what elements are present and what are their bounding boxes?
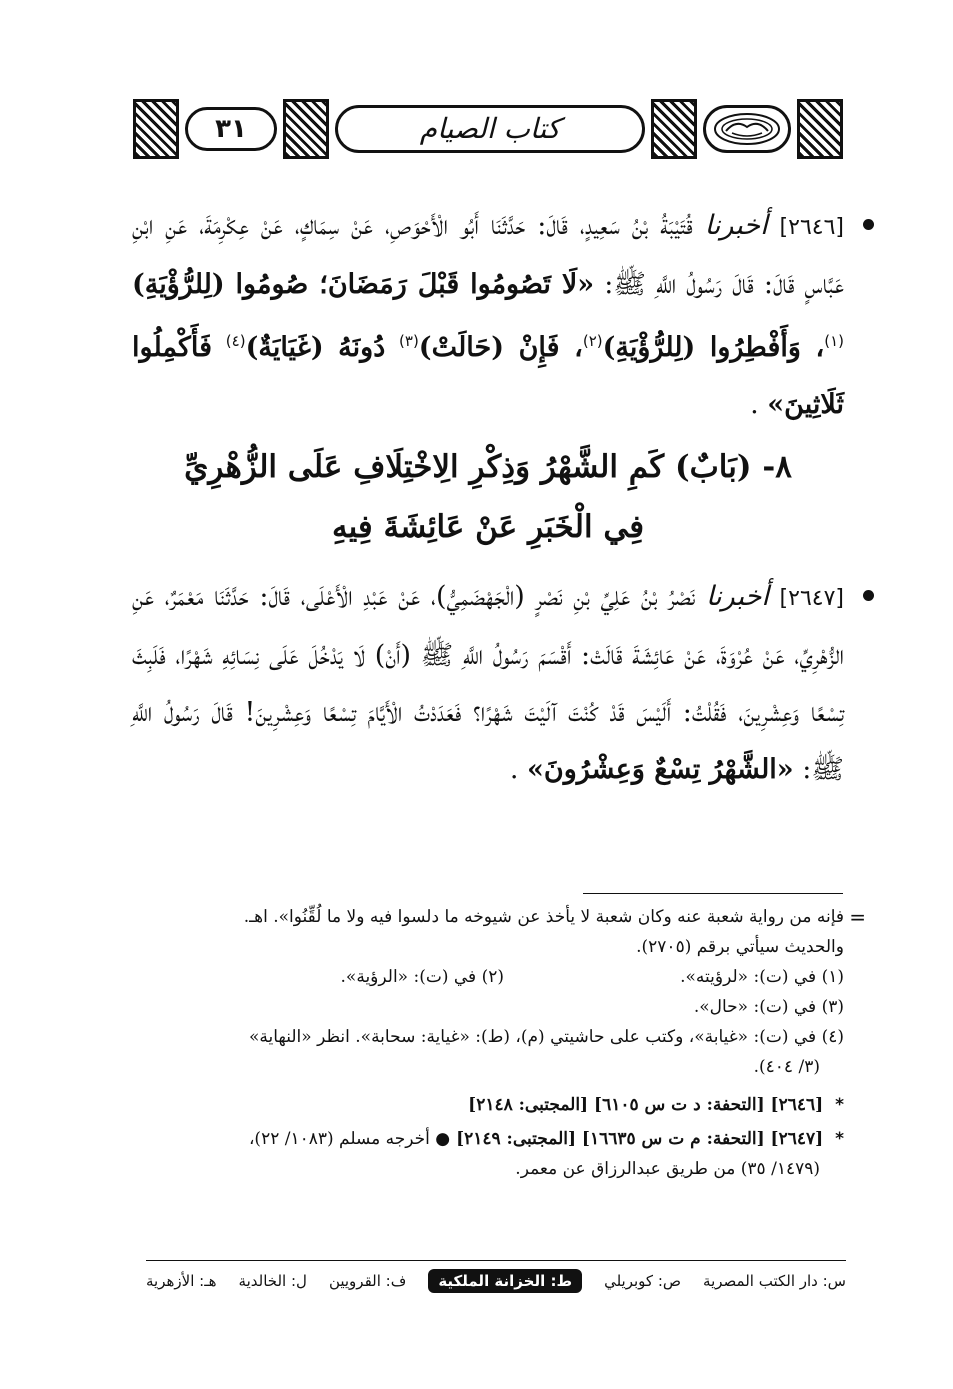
hadith-number: [٢٦٤٧] — [779, 586, 844, 611]
reference-2647-text: [٢٦٤٧] [التحفة: م ت س ١٦٦٣٥] [المجتبى: ٢١٤٩] — [456, 1129, 824, 1149]
reference-2647 — [132, 1124, 844, 1154]
footnote-continued-line2: والحديث سيأتي برقم (٢٧٠٥). — [636, 937, 844, 957]
footnote-continued-line1: فإنه من رواية شعبة عنه وكان شعبة لا يأخذ عن شيوخه ما دلسوا فيه ولا ما لُقِّنُوا». اهـ. — [243, 907, 844, 927]
bullet-icon — [863, 219, 874, 230]
ornament-right — [797, 99, 843, 159]
legend-item-l: ل: الخالدية — [238, 1272, 307, 1290]
hadith-2647 — [132, 568, 844, 798]
matn-quote-e: فَأَكْمِلُوا ثَلَاثِينَ» — [132, 332, 844, 420]
footnotes — [132, 902, 866, 1184]
footnote-ref-1[interactable]: (١) — [824, 332, 844, 350]
reference-2646-text: [٢٦٤٦] [التحفة: د ت س ٦١٠٥] [المجتبى: ٢١٤٨] — [468, 1095, 824, 1115]
page-number: ٣١ — [185, 107, 277, 151]
chapter-heading-line1: ٨- (بَابٌ) كَمِ الشَّهْرُ وَذِكْرِ الِاخْتِلَافِ عَلَى الزُّهْرِيِّ — [184, 449, 792, 485]
bullet-icon — [863, 590, 874, 601]
matn-quote-a: «لَا تَصُومُوا قَبْلَ رَمَضَانَ؛ صُومُوا (لِلرُّؤْيَةِ) — [132, 269, 595, 300]
star-icon: * — [835, 1095, 844, 1115]
reference-2647-cont: (١٤٧٩/ ٣٥) من طريق عبدالرزاق عن معمر. — [515, 1159, 820, 1179]
footnote-ref-4[interactable]: (٤) — [225, 332, 246, 350]
reporter-formula: أخبرنا — [705, 581, 769, 612]
page-header — [133, 97, 843, 160]
book-logo — [703, 105, 791, 153]
footnote-4-line2: (٣/ ٤٠٤). — [753, 1057, 820, 1077]
chapter-heading-line2: فِي الْخَبَرِ عَنْ عَائِشَةَ فِيهِ — [331, 509, 645, 545]
ornament-mid-right — [651, 99, 697, 159]
isnad-text: نَصْرُ بْنُ عَلِيِّ بْنِ نَصْرٍ (الْجَهْضَمِيُّ)، عَنْ عَبْدِ الْأَعْلَى، قَالَ: حَدَّثَنَا مَعْمَرٌ، عَنِ الزُّهْرِيِّ، عَنْ عُرْوَةَ، عَنْ عَائِشَةَ قَالَتْ: أَقْسَمَ رَسُولُ اللَّهِ ﷺ (أَنْ) لَا يَدْخُلَ عَلَى نِسَائِهِ شَهْرًا، فَلَبِثَ تِسْعًا وَعِشْرِينَ، فَقُلْتُ: أَلَيْسَ قَدْ كُنْتَ آلَيْتَ شَهْرًا؟ فَعَدَدْتُ الْأَيَّامَ تِسْعًا وَعِشْرِينَ! قَالَ رَسُولُ اللَّهِ ﷺ: — [132, 581, 844, 785]
ornament-left — [133, 99, 179, 159]
hadith-2646 — [132, 197, 844, 433]
footnote-separator — [583, 893, 843, 894]
hadith-number: [٢٦٤٦] — [779, 215, 844, 240]
legend-item-s2: ص: كوبريلي — [604, 1272, 682, 1290]
reporter-formula: أخبرنا — [704, 210, 768, 241]
footnote-1: (١) في (ت): «لرؤيته». — [680, 967, 844, 987]
reference-2646 — [132, 1090, 844, 1120]
footnote-row-1-2 — [132, 962, 844, 992]
end-period: . — [750, 389, 759, 420]
matn-quote-b: ، وَأَفْطِرُوا (لِلرُّؤْيَةِ) — [602, 332, 825, 363]
star-icon: * — [835, 1129, 844, 1149]
isnad-text: قُتَيْبَةُ بْنُ سَعِيدٍ، قَالَ: حَدَّثَنَا أَبُو الْأَحْوَصِ، عَنْ سِمَاكٍ، عَنْ عِكْرِمَةَ، عَنِ ابْنِ عَبَّاسٍ قَالَ: قَالَ رَسُولُ اللَّهِ ﷺ: — [132, 210, 844, 300]
legend-item-f: ف: القرويين — [328, 1272, 407, 1290]
reference-2647-muslim: ● أخرجه مسلم (١٠٨٣/ ٢٢)، — [248, 1129, 451, 1149]
end-period: . — [509, 754, 519, 785]
footnote-ref-2[interactable]: (٢) — [582, 332, 603, 350]
manuscript-legend — [146, 1265, 846, 1297]
legend-item-h: هـ: الأزهرية — [146, 1272, 217, 1290]
book-title: كتاب الصيام — [335, 105, 645, 153]
footnote-2: (٢) في (ت): «الرؤية». — [340, 967, 504, 987]
matn-quote: «الشَّهْرُ تِسْعٌ وَعِشْرُونَ» — [527, 754, 794, 785]
ornament-mid-left — [283, 99, 329, 159]
footnote-3: (٣) في (ت): «حال». — [693, 997, 844, 1017]
matn-quote-c: ، فَإِنْ (حَالَتْ) — [418, 332, 583, 363]
continuation-mark: = — [849, 905, 866, 929]
matn-quote-d: دُونَهُ (غَيَايَةٌ) — [245, 332, 386, 363]
legend-separator — [146, 1260, 846, 1261]
legend-item-s: س: دار الكتب المصرية — [703, 1272, 846, 1290]
legend-item-t-active: ط: الخزانة الملكية — [428, 1269, 582, 1293]
chapter-heading — [132, 437, 844, 557]
footnote-continued — [132, 902, 866, 932]
logo-emblem-icon — [712, 111, 782, 147]
footnote-4-line1: (٤) في (ت): «غيابة»، وكتب على حاشيتي (م)، (ط): «غياية: سحابة». انظر «النهاية» — [248, 1027, 844, 1047]
footnote-ref-3[interactable]: (٣) — [399, 332, 419, 350]
